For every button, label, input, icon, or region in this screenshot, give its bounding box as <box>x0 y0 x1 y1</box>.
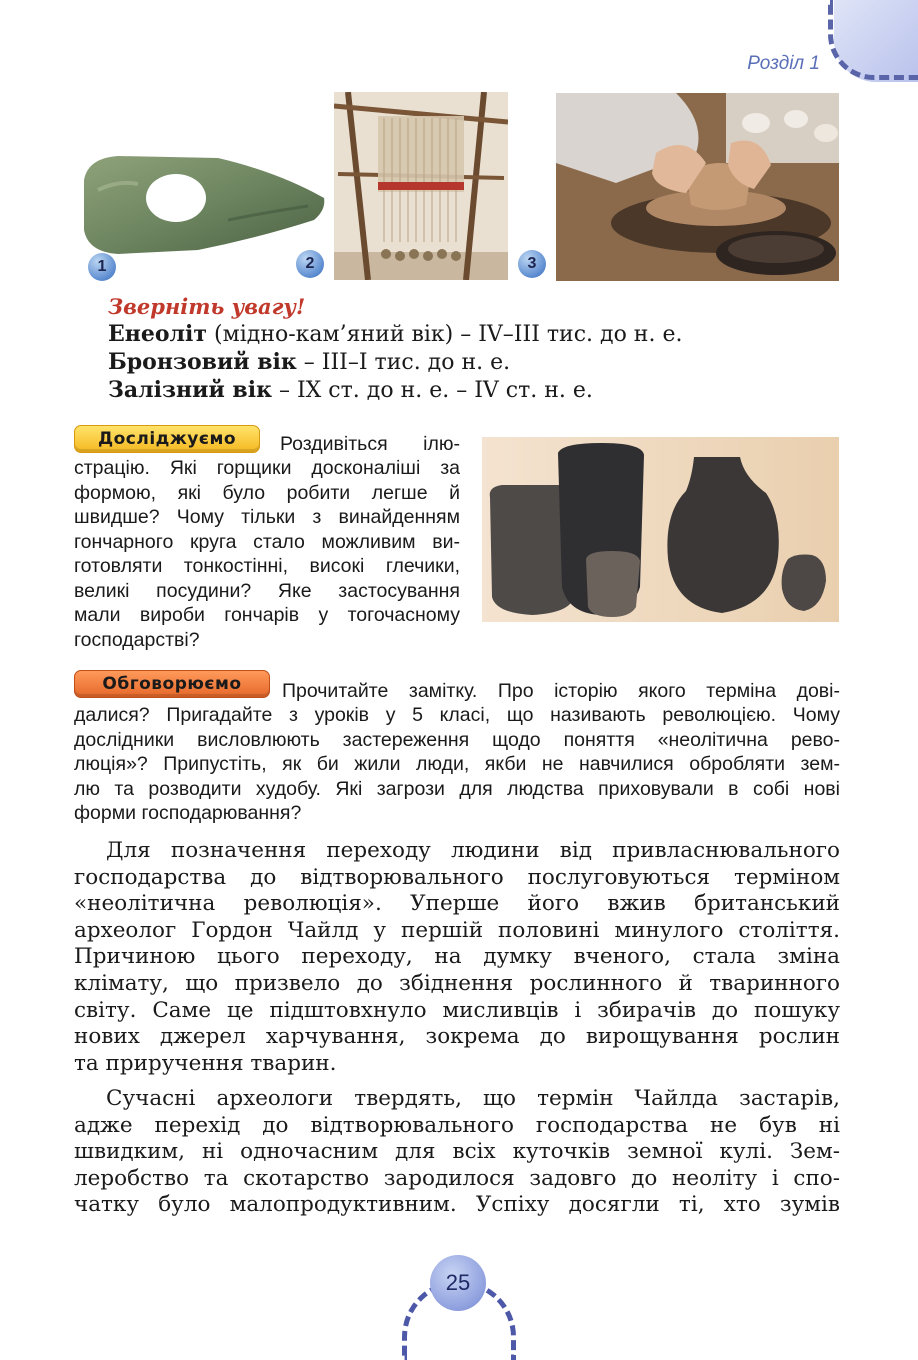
figure-pottery-vessels <box>482 437 839 622</box>
text-line: Прочитайте замітку. Про історію якого терміна дові- <box>282 680 840 702</box>
discuss-text-first-line <box>282 679 840 704</box>
notice-term: Бронзовий вік <box>108 349 297 375</box>
research-text-first-line <box>280 432 460 457</box>
text-line: Для позначення переходу людини від привласнювального <box>106 838 840 863</box>
figure-number-badge: 2 <box>296 250 324 278</box>
text-line: «неолітична революція». Уперше його вжив британський <box>74 891 840 917</box>
notice-term: Залізний вік <box>108 377 272 403</box>
research-text <box>74 456 460 652</box>
text-line: люція»? Припустіть, як би жили люди, якби не навчилися обробляти зем- <box>74 753 840 775</box>
text-line: леробство та скотарство зародилося задовго до неоліту і спо- <box>74 1165 840 1191</box>
notice-text: – IX ст. до н. е. – IV ст. н. е. <box>271 378 593 403</box>
text-line: мали вироби гончарів у тогочасному <box>74 604 460 626</box>
figure-copper-axe <box>78 150 328 262</box>
text-line: готовляти тонкостінні, високі глечики, <box>74 555 460 577</box>
body-paragraph-2 <box>74 1086 840 1219</box>
notice-line-bronze <box>108 349 510 375</box>
text-line: нових джерел харчування, зокрема до вирощування рослин <box>74 1024 840 1050</box>
text-line: великі посудини? Яке застосування <box>74 579 460 602</box>
page-number: 25 <box>430 1255 486 1311</box>
text-line: формою, які було робити легше й <box>74 481 460 504</box>
text-line: та приручення тварин. <box>74 1050 337 1076</box>
notice-text: – III–I тис. до н. е. <box>296 350 511 375</box>
discuss-text <box>74 703 840 826</box>
text-line: швидше? Чому тільки з винайденням <box>74 506 460 528</box>
text-line: господарстві? <box>74 628 200 651</box>
section-label: Розділ 1 <box>747 53 820 74</box>
notice-line-iron <box>108 377 593 403</box>
text-line: клімату, що призвело до збіднення рослинного й тваринного <box>74 970 840 996</box>
text-line: адже перехід до відтворювального господарства не був ні <box>74 1112 840 1138</box>
text-line: Роздивіться ілю- <box>280 433 460 455</box>
text-line: страцію. Які горщики досконаліші за <box>74 457 460 479</box>
discuss-label: Обговорюємо <box>74 670 270 698</box>
research-label: Досліджуємо <box>74 425 260 453</box>
text-line: господарства до відтворювального послуговуються терміном <box>74 864 840 890</box>
corner-dashed-border <box>828 0 918 80</box>
text-line: швидким, ні одночасним для всіх куточків земної кулі. Зем- <box>74 1139 840 1165</box>
text-line: дослідники висловлюють застереження щодо поняття «неолітична рево- <box>74 728 840 751</box>
figure-number-badge: 3 <box>518 250 546 278</box>
notice-text: (мідно-кам’яний вік) – IV–III тис. до н. е. <box>207 322 683 347</box>
text-line: Причиною цього переходу, на думку вченого, стала зміна <box>74 944 840 970</box>
notice-term: Енеоліт <box>108 321 208 347</box>
text-line: гончарного круга стало можливим ви- <box>74 530 460 553</box>
notice-line-eneolithic <box>108 321 682 347</box>
figure-potters-wheel <box>556 93 839 281</box>
body-paragraph-1 <box>74 838 840 1077</box>
figure-loom <box>334 92 508 280</box>
text-line: археолог Гордон Чайлд у першій половині минулого століття. <box>74 917 840 943</box>
text-line: лю та розводити худобу. Які загрози для людства приховували в собі нові <box>74 777 840 800</box>
text-line: далися? Пригадайте з уроків у 5 класі, що називають революцією. Чому <box>74 704 840 726</box>
text-line: Сучасні археологи твердять, що термін Чайлда застарів, <box>106 1086 840 1111</box>
text-line: світу. Саме це підштовхнуло мисливців і збирачів до пошуку <box>74 997 840 1023</box>
notice-title: Зверніть увагу! <box>108 294 306 319</box>
text-line: чатку було малопродуктивним. Успіху досягли ті, хто зумів <box>74 1192 840 1218</box>
text-line: форми господарювання? <box>74 802 302 824</box>
figure-number-badge: 1 <box>88 253 116 281</box>
